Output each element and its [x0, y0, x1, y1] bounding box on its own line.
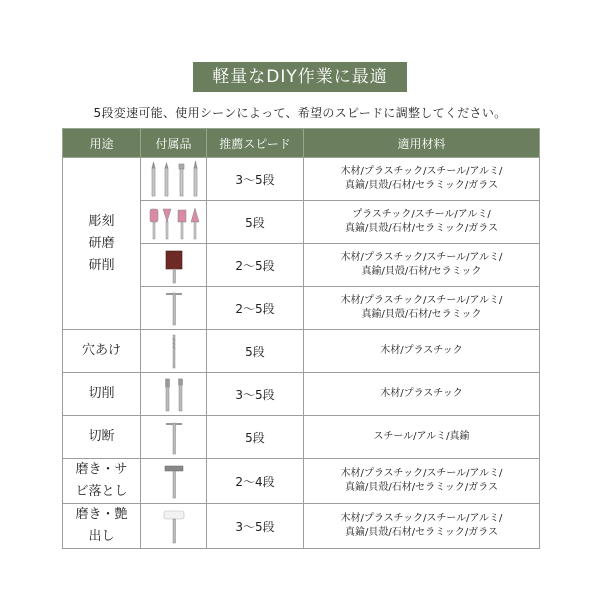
materials-line: 真鍮/貝殻/石材/セラミック: [361, 309, 482, 320]
materials-line: 真鍮/貝殻/石材/セラミック/ガラス: [345, 180, 498, 191]
header-accessory: 付属品: [141, 129, 207, 158]
usage-cell-drilling: [63, 330, 141, 373]
cutter-bits-icon: [143, 375, 205, 413]
materials-cell: [304, 201, 540, 244]
sanding-drum-icon: [143, 246, 205, 284]
usage-cell-cutting: [63, 373, 141, 416]
table-row: [63, 158, 540, 201]
usage-cell-cutoff: [63, 416, 141, 459]
accessory-image: [141, 287, 207, 330]
materials-line: 真鍮/貝殻/石材/セラミック: [361, 266, 482, 277]
accessory-image: [141, 244, 207, 287]
materials-line: 木材/プラスチック/スチール/アルミ/: [340, 252, 503, 263]
materials-cell: [304, 287, 540, 330]
materials-line: 真鍮/貝殻/石材/セラミック/ガラス: [345, 482, 498, 493]
accessory-image: [141, 330, 207, 373]
materials-cell: [304, 158, 540, 201]
usage-line: 穴あけ: [81, 343, 121, 358]
accessory-image: [141, 459, 207, 504]
table-row: [63, 330, 540, 373]
materials-line: 木材/プラスチック/スチール/アルミ/: [340, 166, 503, 177]
table-row: [63, 373, 540, 416]
accessory-image: [141, 504, 207, 549]
materials-line: 木材/プラスチック/スチール/アルミ/: [340, 295, 503, 306]
speed-cell: 5段: [207, 416, 304, 459]
materials-cell: [304, 416, 540, 459]
speed-cell: 2〜5段: [207, 244, 304, 287]
materials-line: 木材/プラスチック: [380, 388, 463, 399]
diamond-point-bits-icon: [143, 160, 205, 198]
header-usage: 用途: [63, 129, 141, 158]
materials-cell: [304, 244, 540, 287]
usage-cell-rust-removal: [63, 459, 141, 504]
usage-line: 切削: [88, 386, 115, 401]
header-speed: 推薦スピード: [207, 129, 304, 158]
usage-cell-engrave: [63, 158, 141, 330]
materials-cell: [304, 504, 540, 549]
drill-bit-icon: [143, 332, 205, 370]
materials-line: 木材/プラスチック: [380, 345, 463, 356]
usage-line: 切断: [88, 429, 115, 444]
felt-polishing-wheel-icon: [143, 507, 205, 545]
speed-cell: 5段: [207, 201, 304, 244]
cutoff-mandrel-icon: [143, 418, 205, 456]
materials-cell: [304, 373, 540, 416]
page-subtitle: 5段変速可能、使用シーンによって、希望のスピードに調整してください。: [93, 106, 507, 120]
usage-line: 研磨: [88, 235, 115, 251]
speed-cell: 3〜5段: [207, 373, 304, 416]
usage-line: ビ落とし: [75, 484, 128, 499]
table-row: [63, 459, 540, 504]
usage-line: 研削: [88, 257, 115, 273]
accessory-image: [141, 201, 207, 244]
speed-cell: 3〜5段: [207, 158, 304, 201]
usage-line: 彫刻: [88, 213, 115, 229]
usage-line: 磨き・艶: [75, 507, 128, 522]
speed-cell: 2〜5段: [207, 287, 304, 330]
accessory-image: [141, 158, 207, 201]
materials-line: プラスチック/スチール/アルミ/: [352, 209, 491, 220]
accessory-image: [141, 373, 207, 416]
speed-cell: 5段: [207, 330, 304, 373]
table-row: [63, 504, 540, 549]
materials-line: 木材/プラスチック/スチール/アルミ/: [340, 513, 503, 524]
materials-line: スチール/アルミ/真鍮: [373, 431, 470, 442]
speed-cell: 2〜4段: [207, 459, 304, 504]
usage-cell-polishing: [63, 504, 141, 549]
wire-brush-icon: [143, 462, 205, 500]
table-row: [63, 416, 540, 459]
materials-line: 真鍮/貝殻/石材/セラミック/ガラス: [345, 223, 498, 234]
page-title: 軽量なDIY作業に最適: [193, 62, 407, 92]
usage-line: 出し: [88, 529, 115, 544]
mandrel-icon: [143, 289, 205, 327]
header-materials: 適用材料: [304, 129, 540, 158]
usage-table: [62, 128, 540, 549]
materials-line: 真鍮/貝殻/石材/セラミック/ガラス: [345, 527, 498, 538]
materials-cell: [304, 330, 540, 373]
materials-line: 木材/プラスチック/スチール/アルミ/: [340, 468, 503, 479]
materials-cell: [304, 459, 540, 504]
table-header-row: [63, 129, 540, 158]
pink-grinding-stones-icon: [143, 203, 205, 241]
accessory-image: [141, 416, 207, 459]
usage-line: 磨き・サ: [75, 462, 128, 477]
speed-cell: 3〜5段: [207, 504, 304, 549]
